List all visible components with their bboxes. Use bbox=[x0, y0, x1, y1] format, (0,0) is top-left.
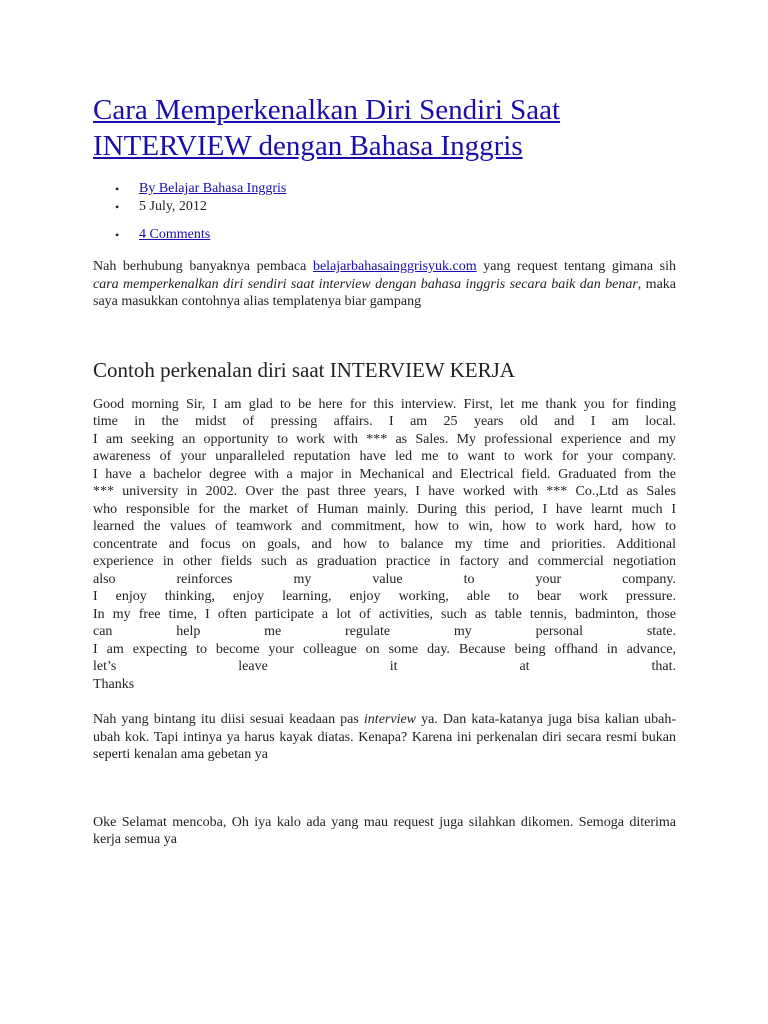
article-title-line2: INTERVIEW dengan Bahasa Inggris bbox=[93, 130, 523, 162]
article-meta bbox=[93, 180, 676, 244]
closing-paragraph: Oke Selamat mencoba, Oh iya kalo ada yang mau request juga silahkan dikomen. Semoga diterima kerja semua ya bbox=[93, 814, 676, 847]
explanation-text-start: Nah yang bintang itu diisi sesuai keadaan pas bbox=[93, 712, 364, 727]
letter-line: *** university in 2002. Over the past three years, I have worked with *** Co.,Ltd as Sales bbox=[93, 484, 676, 499]
site-link[interactable]: belajarbahasainggrisyuk.com bbox=[312, 259, 477, 274]
letter-line: I am expecting to become your colleague on some day. Because being offhand in advance, bbox=[93, 641, 676, 657]
explanation-paragraph bbox=[93, 711, 676, 764]
article-title bbox=[93, 92, 676, 164]
letter-line: who responsible for the market of Human mainly. During this period, I have learnt much I bbox=[93, 501, 676, 517]
letter-text bbox=[93, 396, 676, 694]
letter-line: learned the values of teamwork and commitment, how to win, how to work hard, how to bbox=[93, 519, 676, 534]
publish-date: 5 July, 2012 bbox=[139, 199, 207, 214]
bullet-icon: • bbox=[115, 182, 120, 196]
letter-line: I enjoy thinking, enjoy learning, enjoy working, able to bear work pressure. bbox=[93, 589, 676, 604]
intro-text-middle: yang request tentang gimana sih bbox=[476, 259, 676, 274]
meta-author bbox=[93, 180, 676, 198]
letter-line: I am seeking an opportunity to work with *** as Sales. My professional experience and my bbox=[93, 431, 676, 447]
intro-italic-text: cara memperkenalkan diri sendiri saat interview dengan bahasa inggris secara baik dan benar bbox=[93, 276, 638, 292]
letter-line: In my free time, I often participate a lot of activities, such as table tennis, badminton, those bbox=[93, 606, 676, 622]
intro-text-start: Nah berhubung banyaknya pembaca bbox=[93, 259, 313, 274]
letter-line: let’s leave it at that. bbox=[93, 659, 676, 674]
letter-line: can help me regulate my personal state. bbox=[93, 624, 676, 639]
letter-line: also reinforces my value to your company. bbox=[93, 571, 676, 587]
letter-line: Thanks bbox=[93, 676, 135, 692]
article-title-link[interactable] bbox=[93, 94, 560, 162]
explanation-text-end: ya. Dan kata-katanya juga bisa kalian ubah-ubah kok. Tapi intinya ya harus kayak diatas. Kenapa? Karena ini perkenalan diri secara resmi bukan seperti kenalan ama gebetan ya bbox=[93, 712, 676, 762]
bullet-icon: • bbox=[115, 200, 120, 214]
author-link[interactable]: By Belajar Bahasa Inggris bbox=[139, 181, 287, 196]
article-title-line1: Cara Memperkenalkan Diri Sendiri Saat bbox=[93, 94, 561, 126]
letter-line: time in the midst of pressing affairs. I am 25 years old and I am local. bbox=[93, 414, 676, 429]
meta-date bbox=[93, 198, 676, 216]
section-heading: Contoh perkenalan diri saat INTERVIEW KERJA bbox=[93, 357, 515, 382]
bullet-icon: • bbox=[115, 228, 120, 242]
letter-line: I have a bachelor degree with a major in Mechanical and Electrical field. Graduated from the bbox=[93, 466, 676, 482]
meta-comments bbox=[93, 226, 676, 244]
intro-paragraph bbox=[93, 258, 676, 311]
comments-link[interactable]: 4 Comments bbox=[139, 227, 211, 242]
letter-line: awareness of your unparalleled reputation have led me to want to work for your company. bbox=[93, 449, 676, 464]
letter-line: Good morning Sir, I am glad to be here for this interview. First, let me thank you for finding bbox=[93, 396, 676, 412]
letter-line: concentrate and focus on goals, and how to balance my time and priorities. Additional bbox=[93, 536, 676, 552]
explanation-italic-text: interview bbox=[363, 712, 417, 727]
letter-line: experience in other fields such as graduation practice in factory and commercial negotiation bbox=[93, 554, 676, 569]
intro-text-end: , maka saya masukkan contohnya alias templatenya biar gampang bbox=[93, 276, 676, 309]
article bbox=[93, 92, 676, 849]
